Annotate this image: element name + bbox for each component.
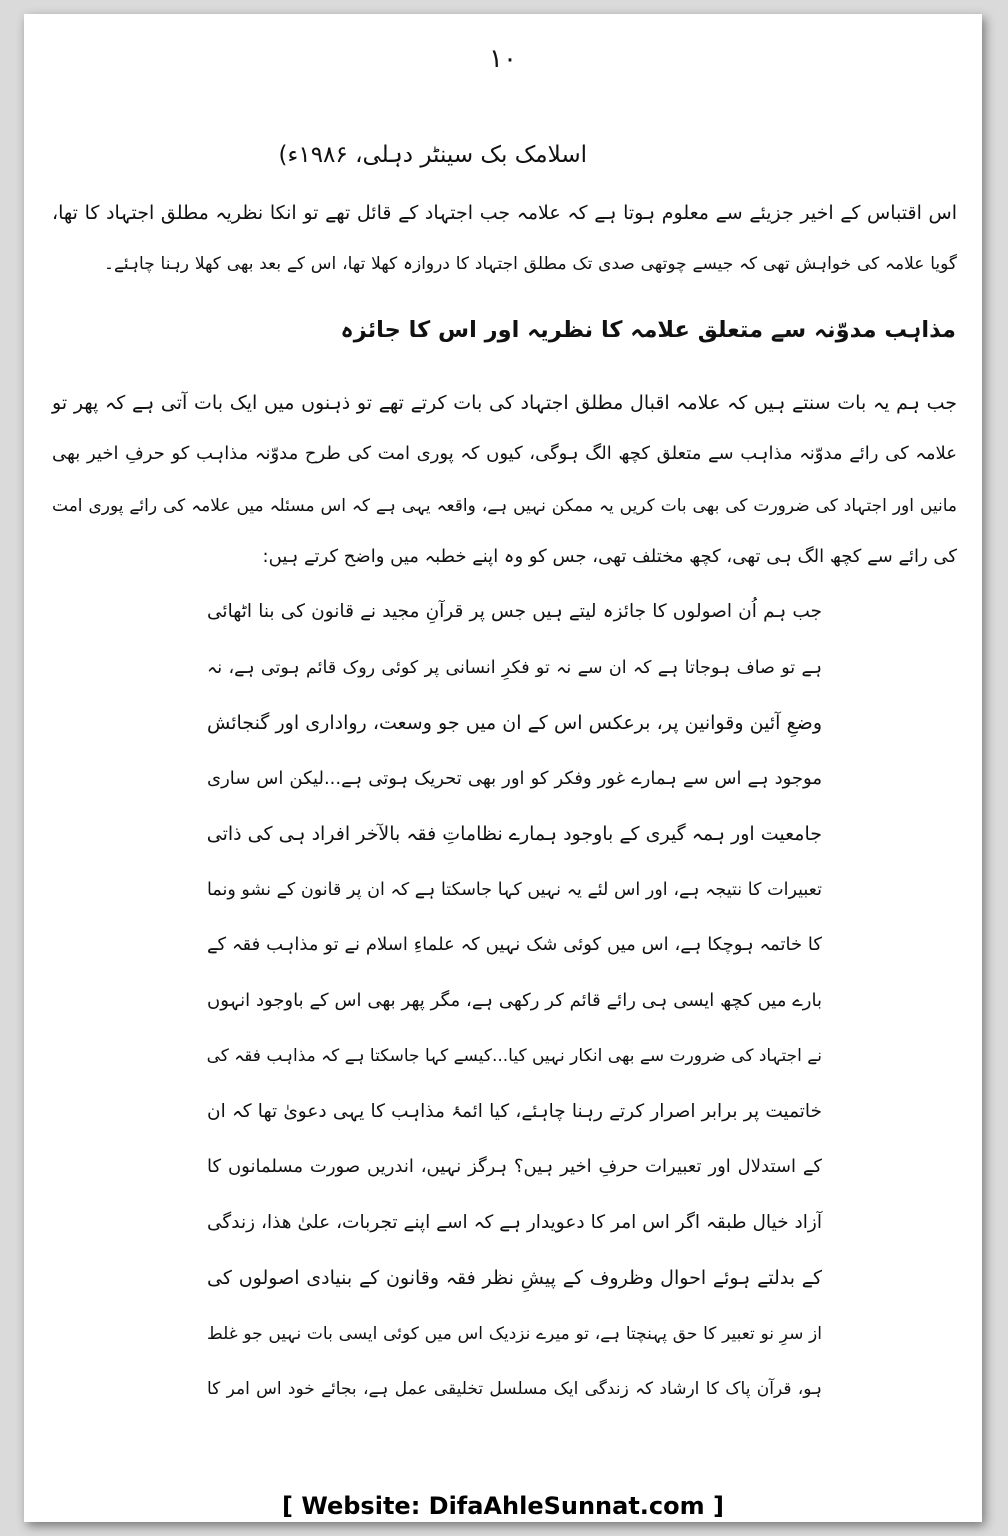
quote-line: بارے میں کچھ ایسی ہی رائے قائم کر رکھی ہے، مگر پھر بھی اس کے باوجود انہوں <box>207 990 822 1011</box>
quote-line: موجود ہے اس سے ہمارے غور وفکر کو اور بھی تحریک ہوتی ہے...لیکن اس ساری <box>207 768 822 789</box>
quote-line: از سرِ نو تعبیر کا حق پہنچتا ہے، تو میرے نزدیک اس میں کوئی ایسی بات نہیں جو غلط <box>207 1324 822 1344</box>
paragraph-line: گویا علامہ کی خواہش تھی کہ جیسے چوتھی صدی تک مطلق اجتہاد کا دروازہ کھلا تھا، اس کے بعد بھی کھلا رہنا چاہئے۔ <box>104 254 957 274</box>
quote-line: خاتمیت پر برابر اصرار کرتے رہنا چاہئے، کیا ائمۂ مذاہب کا یہی دعویٰ تھا کہ ان <box>207 1101 822 1122</box>
paragraph-line: اس اقتباس کے اخیر جزیئے سے معلوم ہوتا ہے کہ علامہ جب اجتہاد کے قائل تھے تو انکا نظریہ مطلق اجتہاد کا تھا، <box>52 202 957 224</box>
quote-line: جب ہم اُن اصولوں کا جائزہ لیتے ہیں جس پر قرآنِ مجید نے قانون کی بنا اٹھائی <box>207 601 822 622</box>
website-footer: [ Website: DifaAhleSunnat.com ] <box>282 1492 724 1520</box>
quote-line: ہے تو صاف ہوجاتا ہے کہ ان سے نہ تو فکرِ انسانی پر کوئی روک قائم ہوتی ہے، نہ <box>207 658 822 678</box>
quote-line: ہو، قرآن پاک کا ارشاد کہ زندگی ایک مسلسل تخلیقی عمل ہے، بجائے خود اس امر کا <box>207 1379 822 1399</box>
document-page <box>24 14 982 1522</box>
quote-line: کے استدلال اور تعبیرات حرفِ اخیر ہیں؟ ہرگز نہیں، اندریں صورت مسلمانوں کا <box>207 1156 822 1177</box>
citation-line: اسلامک بک سینٹر دہلی، ۱۹۸۶ء) <box>278 142 587 168</box>
paragraph-line: علامہ کی رائے مدوّنہ مذاہب سے متعلق کچھ الگ ہوگی، کیوں کہ پوری امت کی طرح مدوّنہ مذاہب کو حرفِ اخیر بھی <box>52 443 957 464</box>
quote-line: آزاد خیال طبقہ اگر اس امر کا دعویدار ہے کہ اسے اپنے تجربات، علیٰ ھذا، زندگی <box>207 1212 822 1233</box>
paragraph-line: مانیں اور اجتہاد کی ضرورت کی بھی بات کریں یہ ممکن نہیں ہے، واقعہ یہی ہے کہ اس مسئلہ میں علامہ کی رائے پوری امت <box>52 496 957 516</box>
paragraph-line: جب ہم یہ بات سنتے ہیں کہ علامہ اقبال مطلق اجتہاد کی بات کرتے تھے تو ذہنوں میں ایک بات آتی ہے کہ پھر تو <box>52 392 957 414</box>
quote-line: نے اجتہاد کی ضرورت سے بھی انکار نہیں کیا...کیسے کہا جاسکتا ہے کہ مذاہب فقہ کی <box>206 1046 822 1066</box>
quote-line: جامعیت اور ہمہ گیری کے باوجود ہمارے نظاماتِ فقہ بالآخر افراد ہی کی ذاتی <box>206 823 822 845</box>
quote-line: کے بدلتے ہوئے احوال وظروف کے پیشِ نظر فقہ وقانون کے بنیادی اصولوں کی <box>207 1267 822 1289</box>
quote-line: کا خاتمہ ہوچکا ہے، اس میں کوئی شک نہیں کہ علماءِ اسلام نے تو مذاہب فقہ کے <box>207 934 822 955</box>
section-heading: مذاہب مدوّنہ سے متعلق علامہ کا نظریہ اور اس کا جائزہ <box>340 317 956 343</box>
paragraph-line: کی رائے سے کچھ الگ ہی تھی، کچھ مختلف تھی، جس کو وہ اپنے خطبہ میں واضح کرتے ہیں: <box>262 546 957 567</box>
quote-line: تعبیرات کا نتیجہ ہے، اور اس لئے یہ نہیں کہا جاسکتا ہے کہ ان پر قانون کے نشو ونما <box>207 880 822 900</box>
page-number: ۱۰ <box>489 44 517 74</box>
quote-line: وضعِ آئین وقوانین پر، برعکس اس کے ان میں جو وسعت، رواداری اور گنجائش <box>207 712 822 734</box>
